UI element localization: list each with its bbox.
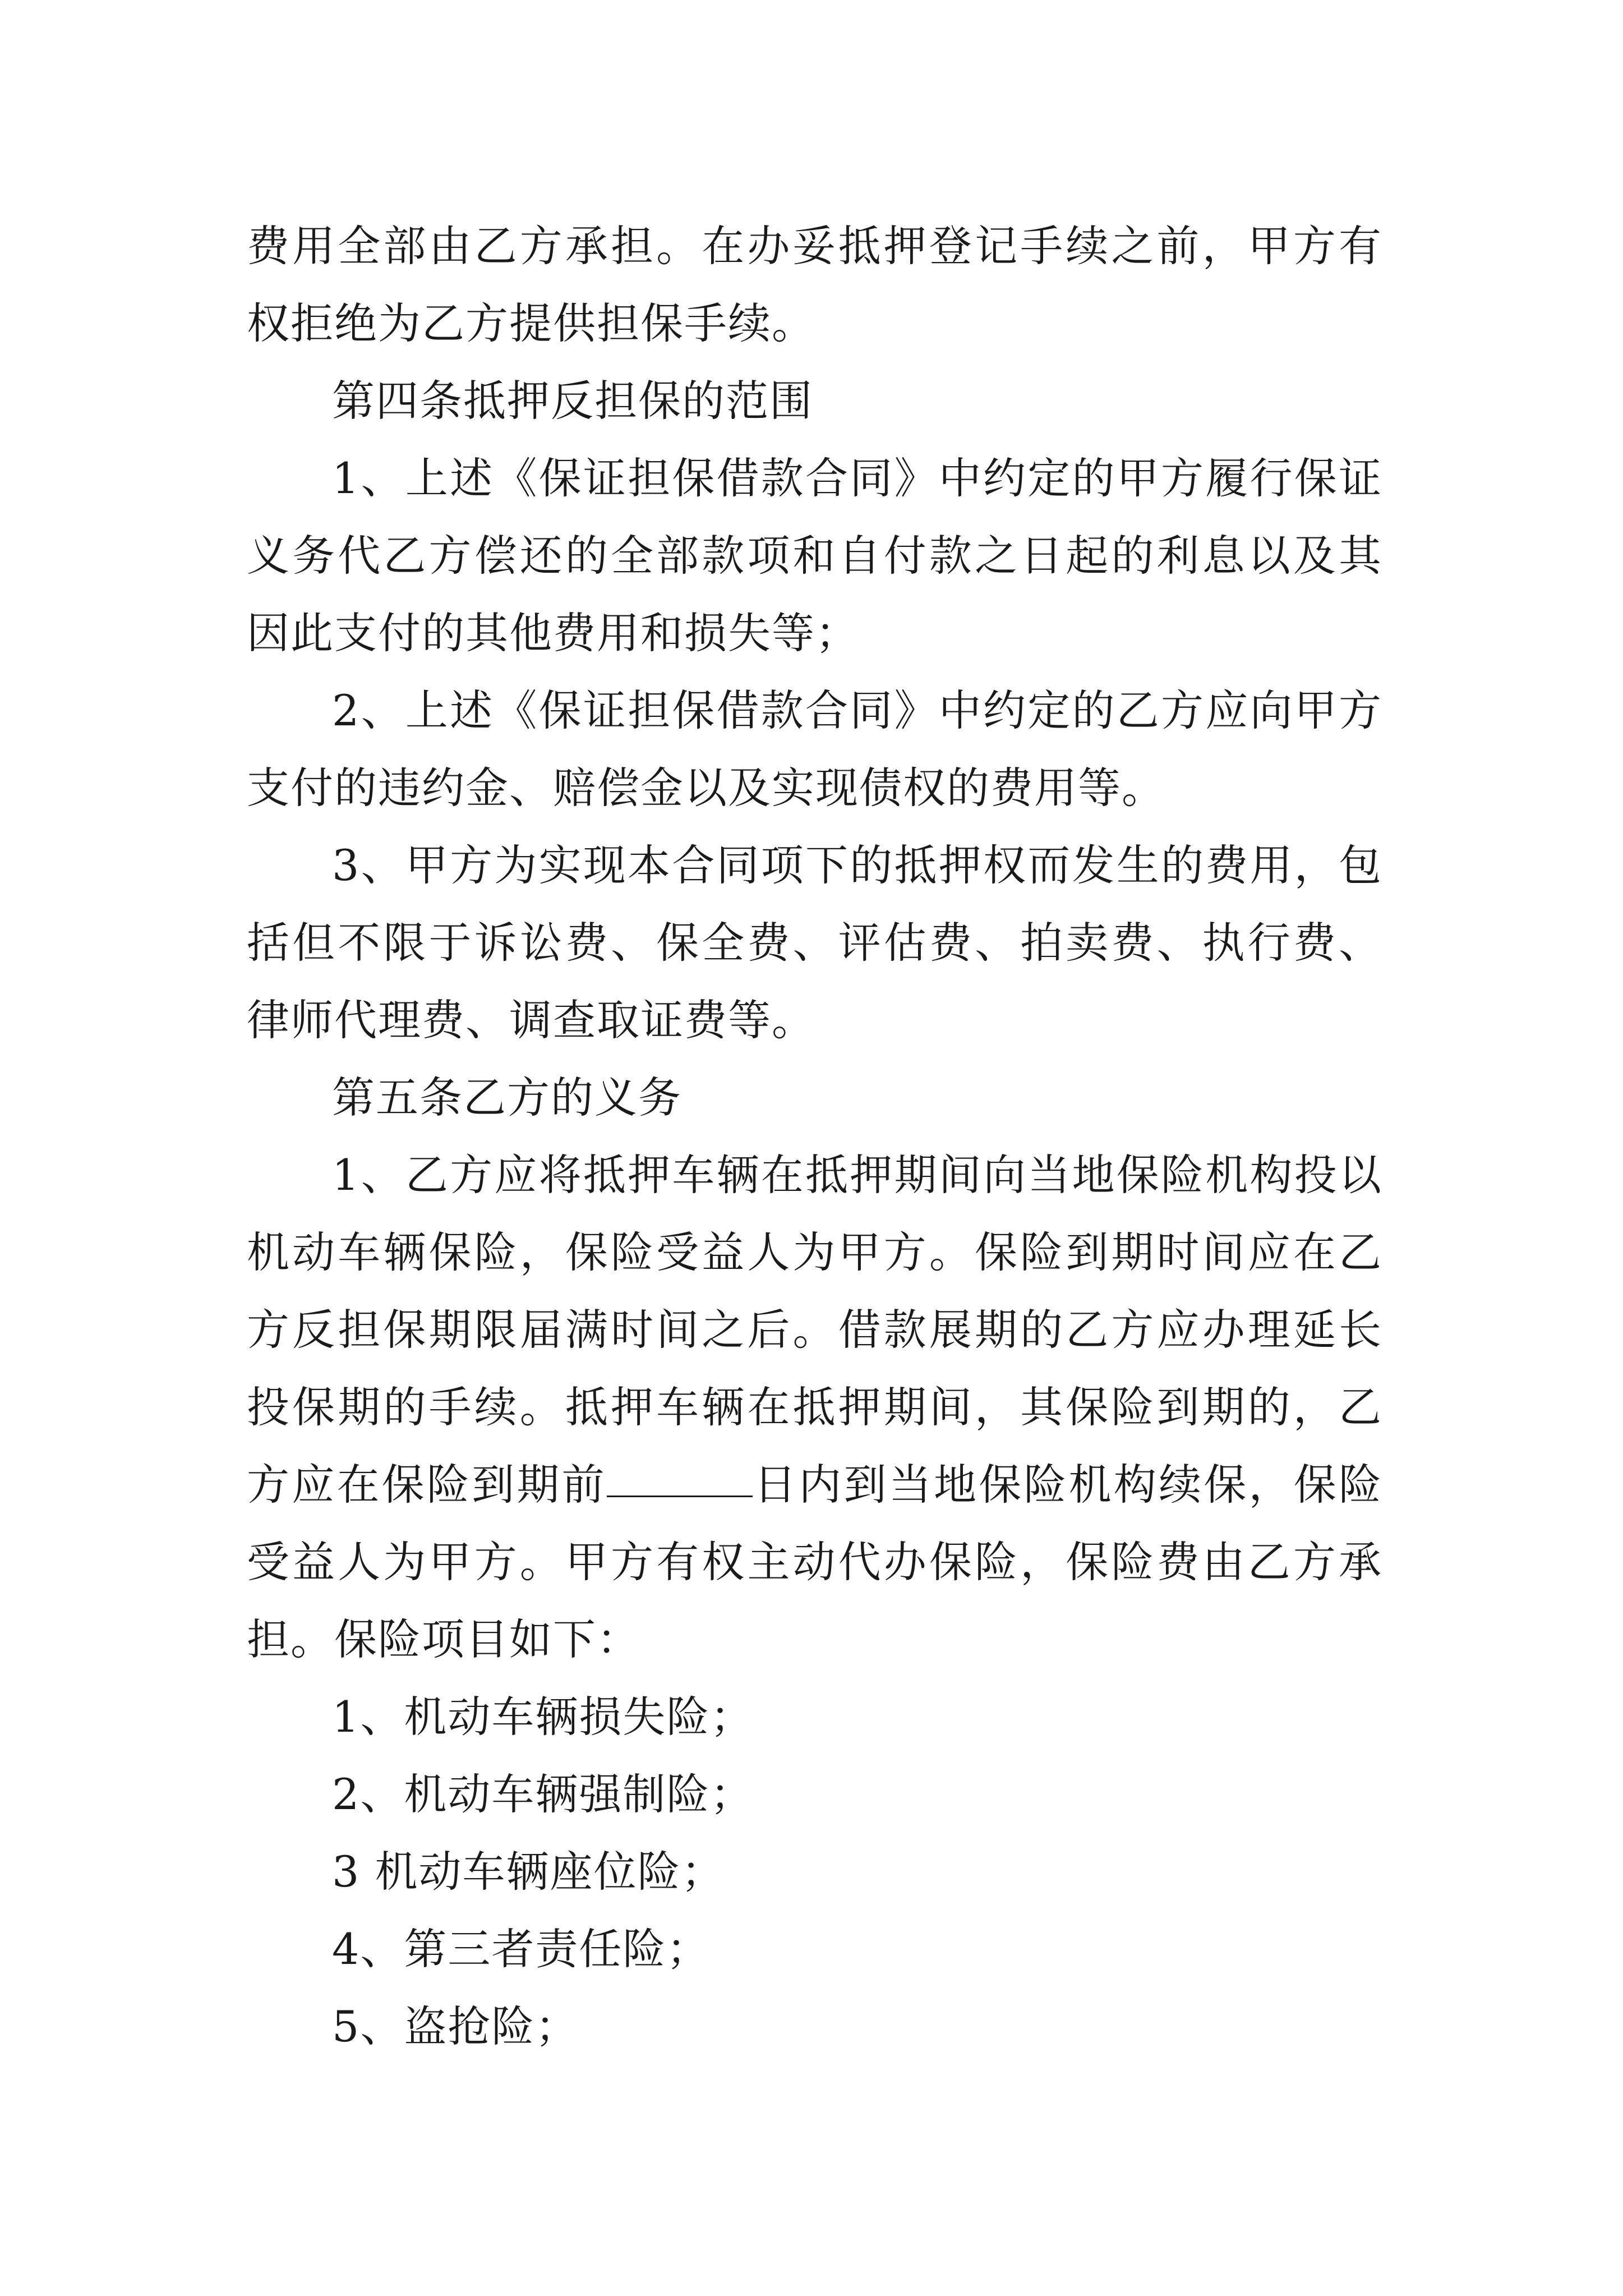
article-five-item-1-part-a: 1、乙方应将抵押车辆在抵押期间向当地保险机构投以机动车辆保险，保险受益人为甲方。保险到期时间应在乙方反担保期限届满时间之后。借款展期的乙方应办理延长投保期的手续。抵押车辆在抵押期间，其保险到期的，乙方应在保险到期前 (247, 1150, 1382, 1510)
article-five-item-1 (247, 1137, 1382, 1678)
document-body (247, 208, 1382, 2065)
insurance-item-4: 4、第三者责任险； (332, 1924, 711, 1974)
insurance-item-5: 5、盗抢险； (332, 2001, 579, 2051)
article-four-item-3: 3、甲方为实现本合同项下的抵押权而发生的费用，包括但不限于诉讼费、保全费、评估费、拍卖费、执行费、律师代理费、调查取证费等。 (247, 840, 1382, 1045)
fill-in-blank-days (607, 1453, 753, 1497)
article-four-item-2: 2、上述《保证担保借款合同》中约定的乙方应向甲方支付的违约金、赔偿金以及实现债权的费用等。 (247, 685, 1382, 813)
insurance-item-3: 3 机动车辆座位险； (332, 1847, 725, 1897)
article-five-item-1-part-b: 日内到当地保险机构续保，保险受益人为甲方。甲方有权主动代办保险，保险费由乙方承担。保险项目如下： (247, 1460, 1383, 1664)
article-five-heading: 第五条乙方的义务 (332, 1073, 682, 1122)
insurance-item-2: 2、机动车辆强制险； (332, 1769, 754, 1819)
article-four-item-1: 1、上述《保证担保借款合同》中约定的甲方履行保证义务代乙方偿还的全部款项和自付款之日起的利息以及其因此支付的其他费用和损失等； (247, 453, 1382, 658)
paragraph-expense-clause: 费用全部由乙方承担。在办妥抵押登记手续之前，甲方有权拒绝为乙方提供担保手续。 (247, 221, 1382, 348)
article-four-heading: 第四条抵押反担保的范围 (332, 376, 813, 426)
insurance-item-1: 1、机动车辆损失险； (332, 1692, 754, 1742)
